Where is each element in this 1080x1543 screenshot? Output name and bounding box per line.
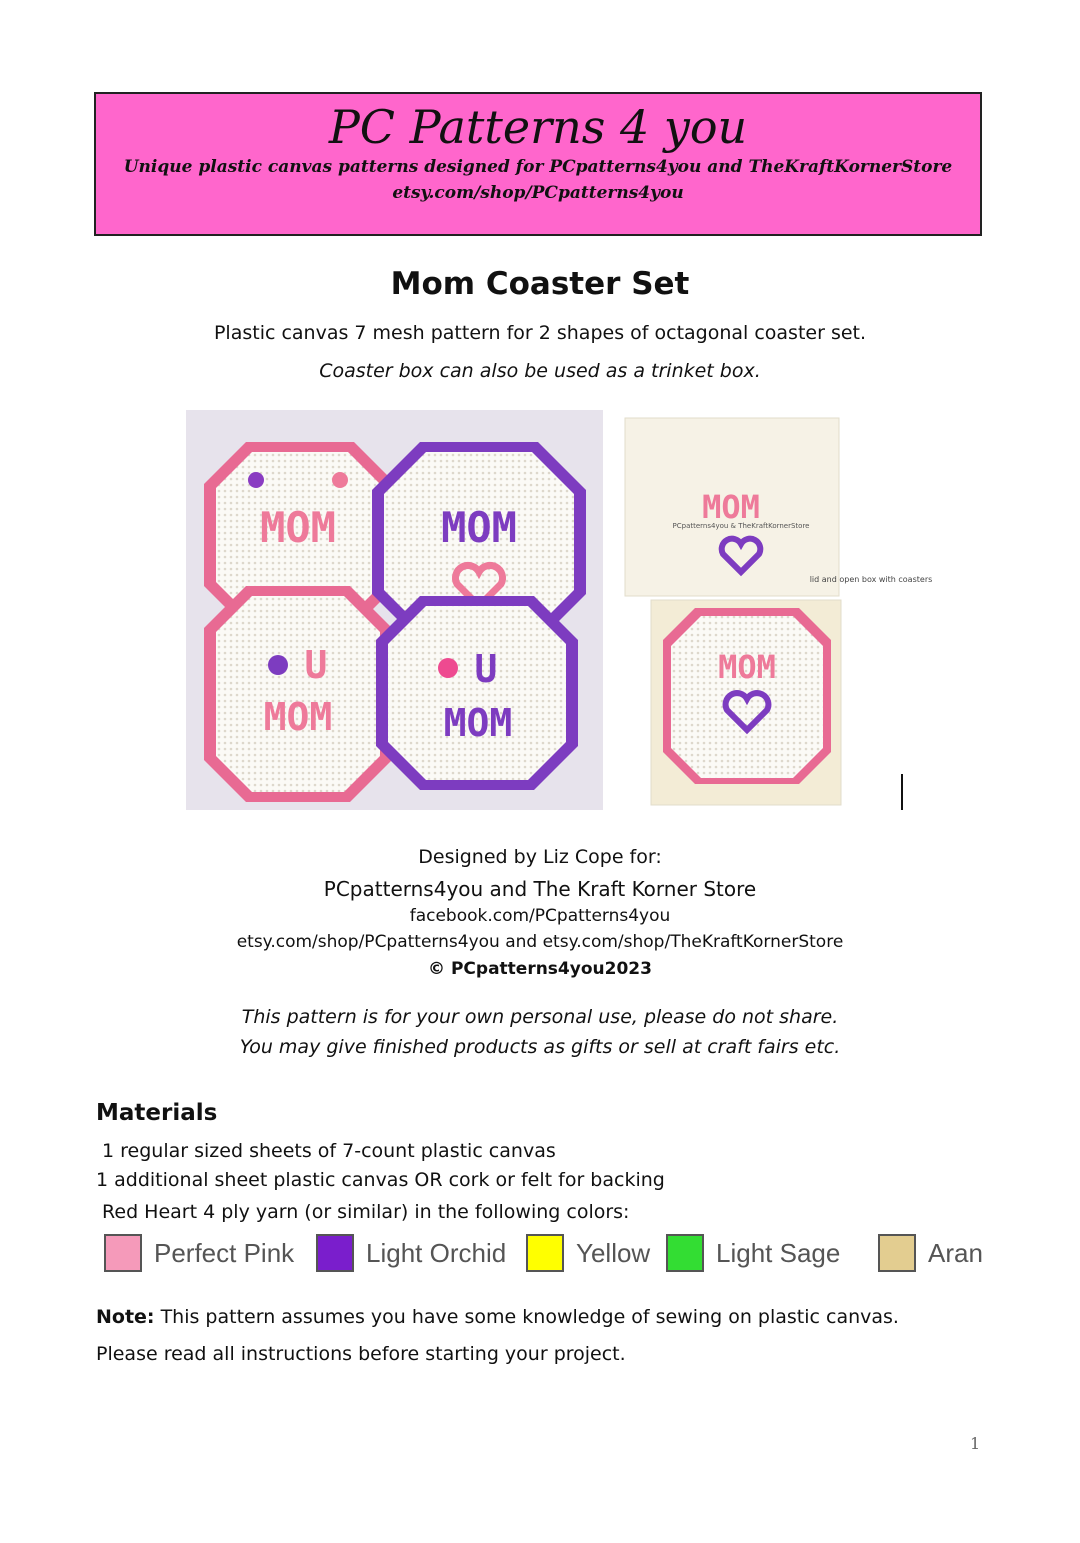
svg-text:U: U — [474, 647, 498, 691]
banner-shop-link[interactable]: etsy.com/shop/PCpatterns4you — [392, 183, 684, 203]
usage-line-2: You may give finished products as gifts or sell at craft fairs etc. — [239, 1036, 841, 1058]
note-line-2: Please read all instructions before starting your project. — [96, 1343, 626, 1365]
box-photo — [623, 410, 933, 810]
intro-line-1: Plastic canvas 7 mesh pattern for 2 shapes of octagonal coaster set. — [213, 322, 867, 344]
svg-text:MOM: MOM — [260, 503, 336, 552]
intro-line-2: Coaster box can also be used as a trinket box. — [319, 360, 761, 382]
materials-item: 1 regular sized sheets of 7-count plastic canvas — [96, 1140, 556, 1162]
color-chip — [104, 1234, 142, 1272]
svg-text:MOM: MOM — [263, 695, 333, 739]
svg-text:MOM: MOM — [443, 701, 513, 745]
facebook-link[interactable]: facebook.com/PCpatterns4you — [409, 906, 671, 926]
svg-text:MOM: MOM — [702, 488, 760, 526]
usage-line-1: This pattern is for your own personal use, please do not share. — [241, 1006, 839, 1028]
color-chip — [878, 1234, 916, 1272]
color-chip — [526, 1234, 564, 1272]
materials-item: 1 additional sheet plastic canvas OR cork or felt for backing — [96, 1169, 665, 1191]
coasters-illustration — [186, 410, 603, 810]
page-title: Mom Coaster Set — [390, 266, 690, 302]
yarn-name: Yellow — [576, 1238, 651, 1268]
svg-text:U: U — [304, 643, 328, 687]
materials-item: Red Heart 4 ply yarn (or similar) in the following colors: — [96, 1201, 630, 1223]
svg-text:MOM: MOM — [441, 503, 517, 552]
yarn-name: Aran — [928, 1238, 983, 1268]
etsy-links[interactable]: etsy.com/shop/PCpatterns4you and etsy.com/shop/TheKraftKornerStore — [236, 932, 844, 952]
copyright: © PCpatterns4you2023 — [428, 959, 652, 979]
banner-title: PC Patterns 4 you — [328, 100, 748, 154]
designer-for-line: PCpatterns4you and The Kraft Korner Store — [323, 877, 757, 901]
note-label: Note: — [96, 1306, 155, 1328]
svg-text:MOM: MOM — [718, 648, 776, 686]
box-illustration — [623, 410, 933, 810]
yarn-name: Light Sage — [716, 1238, 841, 1268]
coasters-photo — [186, 410, 603, 810]
materials-heading: Materials — [96, 1100, 218, 1126]
yarn-name: Perfect Pink — [154, 1238, 295, 1268]
coaster-pink-bottom — [204, 586, 392, 802]
header-banner — [94, 92, 982, 236]
svg-text:PCpatterns4you & TheKraftKorne: PCpatterns4you & TheKraftKornerStore — [672, 522, 810, 530]
color-chip — [316, 1234, 354, 1272]
page-number: 1 — [970, 1434, 981, 1453]
svg-text:lid and open box with coasters: lid and open box with coasters — [809, 575, 933, 584]
designer-line: Designed by Liz Cope for: — [418, 846, 662, 868]
color-chip — [666, 1234, 704, 1272]
yarn-color-legend — [104, 1232, 984, 1276]
note-text: This pattern assumes you have some knowledge of sewing on plastic canvas. — [154, 1306, 899, 1328]
banner-subtitle: Unique plastic canvas patterns designed for PCpatterns4you and TheKraftKornerStore — [123, 157, 953, 177]
note-line-1 — [96, 1306, 899, 1328]
coaster-purple-bottom — [376, 596, 578, 790]
yarn-name: Light Orchid — [366, 1238, 507, 1268]
